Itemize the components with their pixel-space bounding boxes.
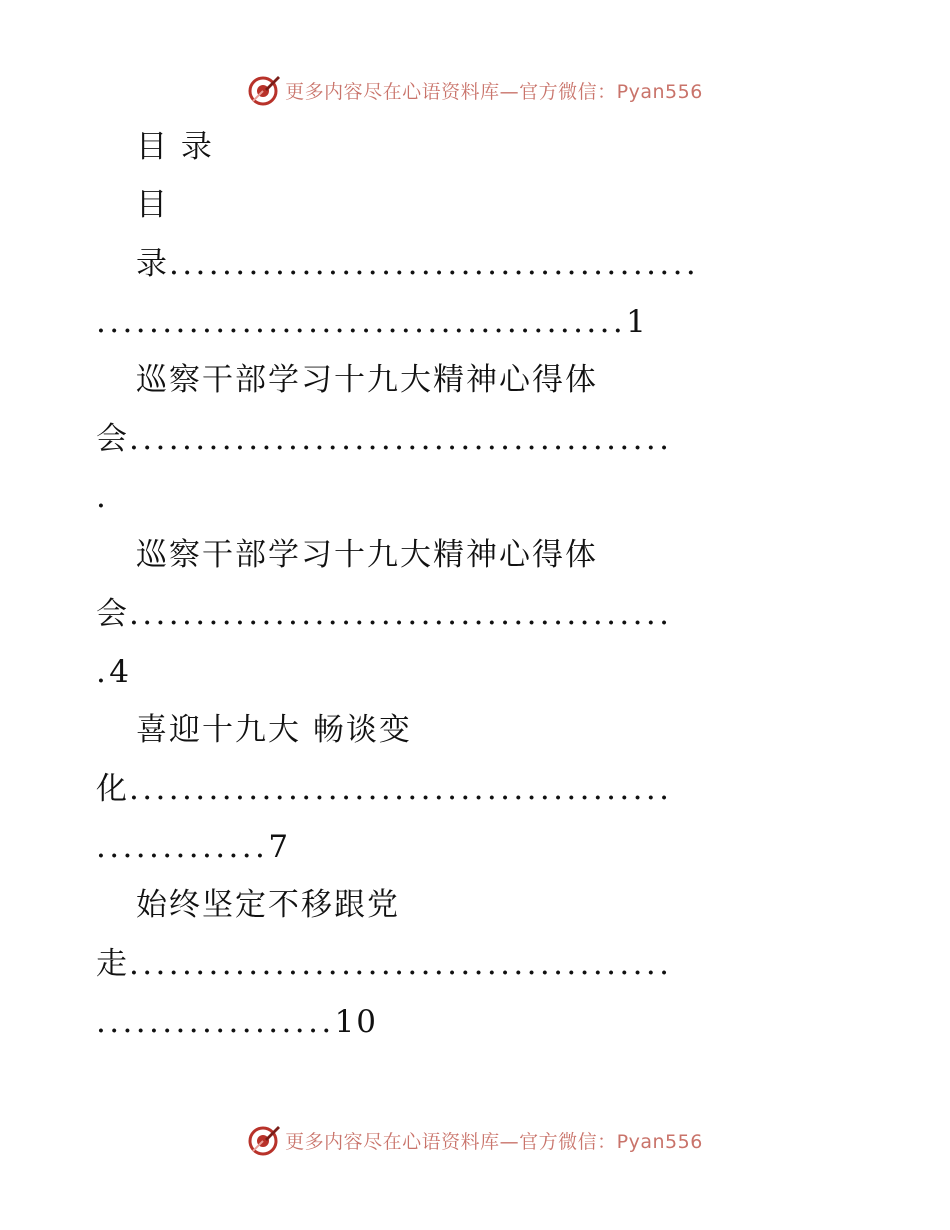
toc-entry-line <box>96 419 672 459</box>
toc-entry-line <box>96 652 131 692</box>
toc-entry-title-tail: 化 <box>96 771 129 807</box>
toc-leader-dots: ........................................ <box>169 246 700 282</box>
toc-entry-title: 巡察干部学习十九大精神心得体 <box>136 362 598 398</box>
toc-entry-title: 巡察干部学习十九大精神心得体 <box>136 537 598 573</box>
toc-leader-dots: ......................................... <box>129 421 673 457</box>
toc-leader-dots: ............. <box>96 829 269 865</box>
watermark-text: 更多内容尽在心语资料库—官方微信：Pyan556 <box>285 1130 703 1153</box>
toc-leader-dots: ......................................... <box>129 946 673 982</box>
toc-page-number: 10 <box>334 1004 379 1040</box>
toc-entry-title: 始终坚定不移跟党 <box>136 887 400 923</box>
toc-entry-title-tail: 走 <box>96 946 129 982</box>
toc-entry-line <box>96 1002 378 1042</box>
toc-entry-title-tail: 会 <box>96 596 129 632</box>
toc-entry-title: 目 <box>136 187 169 223</box>
toc-entry-title-tail: 录 <box>136 246 169 282</box>
header-watermark-banner <box>0 68 950 112</box>
toc-entry-line <box>96 769 672 809</box>
toc-entry-line <box>96 594 672 634</box>
pen-nib-logo-icon <box>247 1123 281 1157</box>
toc-entry-line <box>96 944 672 984</box>
toc-entry-line <box>96 477 109 517</box>
footer-watermark-banner <box>0 1118 950 1162</box>
pen-nib-logo-icon <box>247 73 281 107</box>
toc-leader-dots: .................. <box>96 1004 335 1040</box>
toc-entry-line <box>96 302 648 342</box>
toc-entry-line <box>96 827 290 867</box>
toc-entry-line <box>136 244 699 284</box>
toc-leader-dots: ......................................... <box>129 596 673 632</box>
toc-heading: 目 录 <box>136 129 214 165</box>
watermark-text: 更多内容尽在心语资料库—官方微信：Pyan556 <box>285 80 703 103</box>
toc-leader-dots: . <box>96 654 110 690</box>
toc-entry-title: 喜迎十九大 畅谈变 <box>136 712 412 748</box>
toc-leader-dots: ......................................... <box>129 771 673 807</box>
toc-page-number: 4 <box>109 654 131 690</box>
toc-leader-dots: ........................................ <box>96 304 627 340</box>
toc-page-number: 7 <box>268 829 291 865</box>
toc-entry-title-tail: 会 <box>96 421 129 457</box>
toc-page-number: 1 <box>626 304 648 340</box>
toc-leader-dots: . <box>96 479 110 515</box>
